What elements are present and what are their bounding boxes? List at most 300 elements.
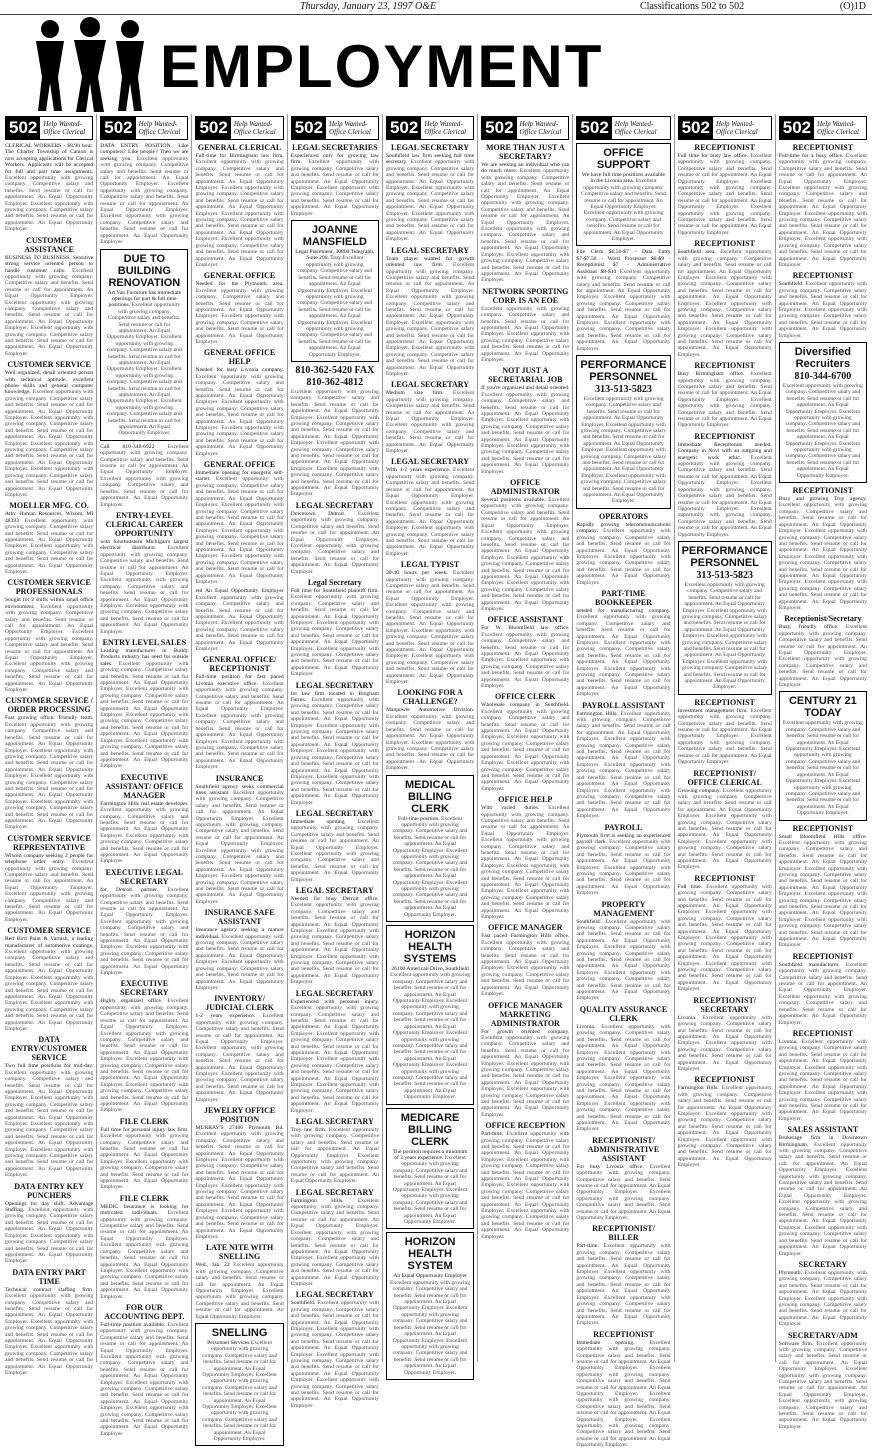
ad-heading: FILE CLERK bbox=[119, 1193, 169, 1203]
classified-column bbox=[192, 114, 287, 1443]
ad-heading: LEGAL SECRETARY bbox=[295, 1117, 374, 1126]
ad-heading: PART-TIME BOOKKEEPER bbox=[595, 588, 652, 607]
classified-ad bbox=[576, 589, 670, 698]
ad-fine-print: Excellent opportunity with growing company. Competitive salary and benefits. Send resume or call for appointment. An Equal Opportunity Employer. Excellent opportunity with growing company. Competitive salary and benefits. Send resume or call for appointment. An Equal Opportunity Employer. Excellent opportunity with growing company. Competitive salary and benefits. Send resume or call for appointment. An Equal Opportunity Employer. bbox=[385, 467, 475, 557]
ad-body: Team player wanted for growth oriented law firm. bbox=[385, 255, 475, 269]
section-number: 502 bbox=[292, 117, 326, 139]
ad-fine-print: Excellent opportunity with growing company. Competitive salary and benefits. Send resume or call for appointment. An Equal Opportunity Employer. Excellent opportunity with growing company. Competitive salary and benefits. Send resume or call for appointment. An Equal Opportunity Employer. Excellent opportunity with growing company. Competitive salary and benefits. Send resume or call for appointment. An Equal Opportunity Employer. Excellent opportunity with growing company. Competitive salary and benefits. Send resume or call for appointment. An Equal Opportunity Employer. bbox=[5, 389, 94, 498]
ad-heading: LATE NITE WITH SNELLING bbox=[205, 1243, 274, 1262]
ad-fine-print: Excellent opportunity with growing company. Competitive salary and benefits. Send resume or call for appointment. An Equal Opportunity Employer. Excellent opportunity with growing company. Competitive salary and benefits. Send resume or call for appointment. An Equal Opportunity Employer. Excellent opportunity with growing company. Competitive salary and benefits. Send resume or call for appointment. An Equal Opportunity Employer. Excellent opportunity with growing company. Competitive salary and benefits. Send resume or call for appointment. An Equal Opportunity Employer. bbox=[195, 789, 284, 905]
classified-ad bbox=[291, 1290, 379, 1409]
ad-heading: MOELLER MFG. CO. bbox=[9, 501, 89, 511]
classified-ad bbox=[779, 614, 867, 688]
classified-ad bbox=[481, 795, 569, 920]
ad-heading: OFFICE SUPPORT bbox=[596, 147, 651, 171]
ad-heading: LEGAL SECRETARY bbox=[295, 988, 374, 998]
ad-body: Farmington Hills. bbox=[290, 1197, 358, 1204]
ad-fine-print: Excellent opportunity with growing company. Competitive salary and benefits. Send resume or call for appointment. An Equal Opportunity Employer. Excellent opportunity with growing company. Competitive salary and benefits. Send resume or call for appointment. An Equal Opportunity Employer. Excellent opportunity with growing company. Competitive salary and benefits. Send resume or call for appointment. An Equal Opportunity Employer. bbox=[390, 1279, 471, 1376]
ad-heading: Receptionist/Secretary bbox=[784, 614, 862, 624]
classified-ad bbox=[100, 638, 188, 770]
ad-heading: LEGAL SECRETARY bbox=[391, 457, 470, 467]
ad-heading: GENERAL OFFICE bbox=[203, 460, 276, 470]
ad-fine-print: Excellent opportunity with growing company. Competitive salary and benefits. Send resume or call for appointment. An Equal Opportunity Employer. Excellent opportunity with growing company. Competitive salary and benefits. Send resume or call for appointment. An Equal Opportunity Employer. Excellent opportunity with growing company. Competitive salary and benefits. Send resume or call for appointment. An Equal Opportunity Employer. Excellent opportunity with growing company. Competitive salary and benefits. Send resume or call for appointment. An Equal Opportunity Employer. bbox=[390, 972, 471, 1101]
classified-column bbox=[478, 114, 573, 1362]
ad-heading: LEGAL TYPIST bbox=[400, 560, 460, 570]
classified-ad bbox=[195, 655, 283, 770]
ad-heading: CUSTOMER SERVICE bbox=[7, 926, 91, 936]
ad-fine-print: Excellent opportunity with growing company. Competitive salary and benefits. Send resume or call for appointment. An Equal Opportunity Employer. Excellent opportunity with growing company. Competitive salary and benefits. Send resume or call for appointment. An Equal Opportunity Employer. bbox=[576, 1163, 671, 1222]
classified-ad bbox=[195, 588, 283, 652]
ad-fine-print: Excellent opportunity with growing company. Competitive salary and benefits. Send resume or call for appointment. An Equal Opportunity Employer. Excellent opportunity with growing company. Competitive salary and benefits. Send resume or call for appointment. An Equal Opportunity Employer. Excellent opportunity with growing company. Competitive salary and benefits. Send resume or call for appointment. An Equal Opportunity Employer. bbox=[385, 159, 475, 243]
ad-body: for law firm located in Bingham Farms. bbox=[290, 690, 379, 704]
ad-fine-print: Excellent opportunity with growing company. Competitive salary and benefits. Send resume or call for appointment. An Equal Opportunity Employer. Excellent opportunity with growing company. Competitive salary and benefits. Send resume or call for appointment. An Equal Opportunity Employer. Excellent opportunity with growing company. Competitive salary and benefits. Send resume or call for appointment. An Equal Opportunity Employer. Excellent opportunity with growing company. Competitive salary and benefits. Send resume or call for appointment. An Equal Opportunity Employer. bbox=[106, 302, 182, 437]
ad-fine-print: Excellent opportunity with growing company. Competitive salary and benefits. Send resume or call for appointment. An Equal Opportunity Employer. Excellent opportunity with growing company. Competitive salary and benefits. Send resume or call for appointment. An Equal Opportunity Employer. bbox=[195, 287, 284, 345]
ad-heading: MEDICARE BILLING CLERK bbox=[400, 1111, 460, 1148]
ad-fine-print: Excellent opportunity with growing company. Competitive salary and benefits. Send resume or call for appointment. An Equal Opportunity Employer. Excellent opportunity with growing company. Competitive salary and benefits. Send resume or call for appointment. An Equal Opportunity Employer. Excellent opportunity with growing company. Competitive salary and benefits. Send resume or call for appointment. An Equal Opportunity Employer. Excellent opportunity with growing company. Competitive salary and benefits. Send resume or call for appointment. An Equal Opportunity Employer. bbox=[5, 721, 94, 831]
ad-body: Immediate opening. bbox=[576, 1339, 650, 1346]
ad-body: Southfield. bbox=[778, 281, 806, 288]
classified-ad bbox=[678, 361, 772, 429]
ad-heading: OFFICE MANAGER bbox=[488, 923, 563, 933]
ad-heading: PAYROLL ASSISTANT bbox=[582, 700, 665, 710]
ad-heading: OPERATORS bbox=[598, 511, 649, 521]
ad-body: 1-2 years experience. bbox=[195, 1013, 263, 1020]
ad-body: Livonia. bbox=[677, 1014, 703, 1021]
section-label: Help Wanted- Office Clerical bbox=[715, 120, 758, 136]
ad-fine-print: Excellent opportunity with growing company. Competitive salary and benefits. Send resume or call for appointment. An Equal Opportunity Employer. Excellent opportunity with growing company. Competitive salary and benefits. Send resume or call for appointment. An Equal Opportunity Employer. bbox=[5, 175, 94, 233]
classified-ad bbox=[100, 979, 188, 1113]
ad-body: Brokerage firm in Downtown Birmingham. bbox=[778, 1135, 867, 1148]
ad-body: Insurance agency seeking a mature individual. bbox=[195, 927, 284, 940]
classified-ad bbox=[386, 688, 474, 771]
ad-body: Southfield area. bbox=[677, 249, 721, 256]
ad-fine-print: Excellent opportunity with growing company. Competitive salary and benefits. Send resume or call for appointment. An Equal Opportunity Employer. Excellent opportunity with growing company. Competitive salary and benefits. Send resume or call for appointment. An Equal Opportunity Employer. bbox=[677, 1014, 772, 1072]
ad-body: For W. Bloomfield law office. bbox=[481, 625, 570, 632]
classified-ad bbox=[678, 698, 772, 766]
classified-column bbox=[2, 114, 97, 1376]
issue-date: Thursday, January 23, 1997 O&E bbox=[300, 1, 437, 12]
ad-heading: PAYROLL bbox=[604, 822, 643, 832]
ad-fine-print: Excellent opportunity with growing company. Competitive salary and benefits. Send resume or call for appointment. An Equal Opportunity Employer. Excellent opportunity with growing company. Competitive salary and benefits. Send resume or call for appointment. An Equal Opportunity Employer. bbox=[290, 510, 379, 575]
ad-body: needed for manufacturing company. bbox=[576, 607, 671, 614]
ad-fine-print: Excellent opportunity with growing company. Competitive salary and benefits. Send resume or call for appointment. An Equal Opportunity Employer. Excellent opportunity with growing company. Competitive salary and benefits. Send resume or call for appointment. An Equal Opportunity Employer. bbox=[195, 1262, 284, 1320]
ad-body: 810-362-5420 FAX 810-362-4812 bbox=[295, 364, 375, 388]
ad-heading: EXECUTIVE LEGAL SECRETARY bbox=[105, 867, 184, 886]
ad-fine-print: Excellent opportunity with growing company. Competitive salary and benefits. Send resume or call for appointment. An Equal Opportunity Employer. Excellent opportunity with growing company. Competitive salary and benefits. Send resume or call for appointment. An Equal Opportunity Employer. Excellent opportunity with growing company. Competitive salary and benefits. Send resume or call for appointment. An Equal Opportunity Employer. Excellent opportunity with growing company. Competitive salary and benefits. Send resume or call for appointment. An Equal Opportunity Employer. bbox=[5, 1069, 94, 1179]
ad-fine-print: Excellent opportunity with growing company. Competitive salary and benefits. Send resume or call for appointment. An Equal Opportunity Employer. Excellent opportunity with growing company. Competitive salary and benefits. Send resume or call for appointment. An Equal Opportunity Employer. Excellent opportunity with growing company. Competitive salary and benefits. Send resume or call for appointment. An Equal Opportunity Employer. bbox=[778, 1038, 867, 1122]
ad-body: BUSINESS TO BUSINESS. Sensitive strong service oriented person to handle customer calls. bbox=[5, 254, 94, 274]
ad-heading: CUSTOMER SERVICE REPRESENTATIVE bbox=[7, 833, 91, 852]
ad-fine-print: Excellent opportunity with growing company. Competitive salary and benefits. Send resume or call for appointment. An Equal Opportunity Employer. Excellent opportunity with growing company. Competitive salary and benefits. Send resume or call for appointment. An Equal Opportunity Employer. bbox=[5, 517, 94, 575]
section-header bbox=[5, 116, 93, 140]
ad-fine-print: Excellent opportunity with growing company. Competitive salary and benefits. Send resume or call for appointment. An Equal Opportunity Employer. Excellent opportunity with growing company. Competitive salary and benefits. Send resume or call for appointment. An Equal Opportunity Employer. Excellent opportunity with growing company. Competitive salary and benefits. Send resume or call for appointment. An Equal Opportunity Employer. bbox=[576, 268, 671, 352]
ad-body: File Clerk $6.50-$7 - Data Entry $7-$7.50 - Word Processor $8-$9 - Receptionist $7 - Administrative Assistant $8-$10 bbox=[576, 249, 671, 275]
ad-body: Southfield law firm seeking full time secretary. bbox=[385, 153, 475, 166]
ad-heading: LOOKING FOR A CHALLENGE? bbox=[397, 688, 463, 707]
ad-body: The position requires a minimum of 2 years experience. bbox=[392, 1148, 468, 1161]
classified-ad bbox=[779, 691, 867, 820]
ad-body: for Detroit partner. bbox=[100, 886, 168, 893]
ad-heading: DATA ENTRY KEY PUNCHERS bbox=[14, 1181, 85, 1200]
ad-fine-print: Excellent opportunity with growing company. Competitive salary and benefits. Send resume or call for appointment. An Equal Opportunity Employer. Excellent opportunity with growing company. Competitive salary and benefits. Send resume or call for appointment. An Equal Opportunity Employer. Excellent opportunity with growing company. Competitive salary and benefits. Send resume or call for appointment. An Equal Opportunity Employer. Excellent opportunity with growing company. Competitive salary and benefits. Send resume or call for appointment. An Equal Opportunity Employer. bbox=[481, 805, 570, 921]
ad-fine-print: Excellent opportunity with growing company. Competitive salary and benefits. Send resume or call for appointment. An Equal Opportunity Employer. Excellent opportunity with growing company. Competitive salary and benefits. Send resume or call for appointment. An Equal Opportunity Employer. bbox=[481, 631, 570, 690]
classified-ad bbox=[195, 908, 283, 991]
ad-heading: LEGAL SECRETARY bbox=[295, 500, 374, 510]
ad-body: With 1-2 years experience. bbox=[385, 467, 454, 474]
ad-fine-print: Excellent opportunity with growing company. Competitive salary and benefits. Send resume or call for appointment. An Equal Opportunity Employer. Excellent opportunity with growing company. Competitive salary and benefits. Send resume or call for appointment. An Equal Opportunity Employer. Excellent opportunity with growing company. Competitive salary and benefits. Send resume or call for appointment. An Equal Opportunity Employer. Excellent opportunity with growing company. Competitive salary and benefits. Send resume or call for appointment. An Equal Opportunity Employer. bbox=[385, 570, 475, 686]
section-number: 502 bbox=[577, 117, 611, 139]
ad-fine-print: Excellent opportunity with growing company. Competitive salary and benefits. Send resume or call for appointment. An Equal Opportunity Employer. Excellent opportunity with growing company. Competitive salary and benefits. Send resume or call for appointment. An Equal Opportunity Employer. Excellent opportunity with growing company. Competitive salary and benefits. Send resume or call for appointment. An Equal Opportunity Employer. bbox=[481, 1034, 570, 1118]
classified-ad bbox=[291, 681, 379, 806]
classified-ad bbox=[481, 1121, 569, 1240]
classified-ad bbox=[386, 457, 474, 557]
ad-body: etd An Equal Opportunity Employer bbox=[195, 588, 284, 595]
classified-ad bbox=[5, 834, 93, 923]
section-label: Help Wanted- Office Clerical bbox=[817, 120, 859, 136]
ad-heading: EXECUTIVE ASSISTANT/ OFFICE MANAGER bbox=[105, 772, 184, 800]
ad-heading: CENTURY 21 TODAY bbox=[788, 695, 857, 720]
ad-heading: LEGAL SECRETARY bbox=[391, 143, 470, 152]
ad-body: Fast paced Farmington Hills office. bbox=[481, 933, 570, 940]
ad-heading: EXECUTIVE SECRETARY bbox=[120, 979, 169, 998]
ad-fine-print: Excellent opportunity with growing company. Competitive salary and benefits. Send resume or call for appointment. An Equal Opportunity Employer. Excellent opportunity with growing company. Competitive salary and benefits. Send resume or call for appointment. An Equal Opportunity Employer. Excellent opportunity with growing company. Competitive salary and benefits. Send resume or call for appointment. An Equal Opportunity Employer. Excellent opportunity with growing company. Competitive salary and benefits. Send resume or call for appointment. An Equal Opportunity Employer. bbox=[290, 1300, 379, 1409]
classified-ad bbox=[195, 271, 283, 345]
ad-fine-print: Excellent opportunity with growing company. Competitive salary and benefits. Send resume or call for appointment. An Equal Opportunity Employer. Excellent opportunity with growing company. Competitive salary and benefits. Send resume or call for appointment. An Equal Opportunity Employer. Excellent opportunity with growing company. Competitive salary and benefits. Send resume or call for appointment. An Equal Opportunity Employer. bbox=[100, 1210, 189, 1300]
classified-ad bbox=[779, 1029, 867, 1122]
ad-fine-print: Excellent opportunity with growing company. Competitive salary and benefits. Send resume or call for appointment. An Equal Opportunity Employer. Excellent opportunity with growing company. Competitive salary and benefits. Send resume or call for appointment. An Equal Opportunity Employer. Excellent opportunity with growing company. Competitive salary and benefits. Send resume or call for appointment. An Equal Opportunity Employer. Excellent opportunity with growing company. Competitive salary and benefits. Send resume or call for appointment. An Equal Opportunity Employer. bbox=[681, 581, 768, 691]
ad-body: Personnel Services bbox=[207, 1339, 251, 1346]
ad-heading: CUSTOMER SERVICE / ORDER PROCESSING bbox=[5, 696, 93, 715]
ad-heading: SECRETARY bbox=[798, 1259, 848, 1269]
ad-fine-print: Excellent opportunity with growing company. Competitive salary and benefits. Send resume or call for appointment. An Equal Opportunity Employer. Excellent opportunity with growing company. Competitive salary and benefits. Send resume or call for appointment. An Equal Opportunity Employer. bbox=[290, 1127, 379, 1185]
ad-fine-print: Excellent opportunity with growing company. Competitive salary and benefits. Send resume or call for appointment. An Equal Opportunity Employer. Excellent opportunity with growing company. Competitive salary and benefits. Send resume or call for appointment. An Equal Opportunity Employer. bbox=[195, 594, 284, 653]
ad-fine-print: Excellent opportunity with growing company. Competitive salary and benefits. Send resume or call for appointment. An Equal Opportunity Employer. Excellent opportunity with growing company. Competitive salary and benefits. Send resume or call for appointment. An Equal Opportunity Employer. Excellent opportunity with growing company. Competitive salary and benefits. Send resume or call for appointment. An Equal Opportunity Employer. Excellent opportunity with growing company. Competitive salary and benefits. Send resume or call for appointment. An Equal Opportunity Employer. bbox=[100, 1321, 189, 1437]
classified-ad bbox=[100, 249, 188, 441]
ad-fine-print: Excellent opportunity with growing company. Competitive salary and benefits. Send resume or call for appointment. An Equal Opportunity Employer. Excellent opportunity with growing company. Competitive salary and benefits. Send resume or call for appointment. An Equal Opportunity Employer. Excellent opportunity with growing company. Competitive salary and benefits. Send resume or call for appointment. An Equal Opportunity Employer. Excellent opportunity with growing company. Competitive salary and benefits. Send resume or call for appointment. An Equal Opportunity Employer. bbox=[481, 168, 570, 284]
ad-heading: Diversified Recruiters bbox=[794, 345, 851, 370]
classified-ad bbox=[779, 1125, 867, 1257]
ad-body: Art Van Furniture has immediate openings for part & full time positions. bbox=[107, 289, 182, 309]
classified-ad bbox=[5, 1035, 93, 1178]
ad-heading: QUALITY ASSURANCE CLERK bbox=[579, 1004, 668, 1023]
ad-heading: OFFICE HELP bbox=[498, 795, 553, 805]
ad-heading: LEGAL SECRETARIES bbox=[292, 143, 378, 152]
ad-fine-print: Excellent opportunity with growing company. Competitive salary and benefits. Send resume or call for appointment. An Equal Opportunity Employer. Excellent opportunity with growing company. Competitive salary and benefits. Send resume or call for appointment. An Equal Opportunity Employer. bbox=[481, 939, 570, 998]
ad-body: Well organized, detail oriented person with technical aptitude, excellent phone skills and general computer knowledge. bbox=[5, 370, 94, 396]
ad-body: Wholesale company in Southfield. bbox=[481, 702, 570, 709]
classified-ad bbox=[576, 143, 670, 246]
ad-heading: LEGAL SECRETARY bbox=[391, 245, 470, 255]
ad-heading: CUSTOMER ASSISTANCE bbox=[24, 235, 74, 254]
classified-column bbox=[776, 114, 870, 1430]
classified-ad bbox=[779, 824, 867, 949]
ad-fine-print: Excellent opportunity with growing company. Competitive salary and benefits. Send resume or call for appointment. An Equal Opportunity Employer. Excellent opportunity with growing company. Competitive salary and benefits. Send resume or call for appointment. An Equal Opportunity Employer. Excellent opportunity with growing company. Competitive salary and benefits. Send resume or call for appointment. An Equal Opportunity Employer. Excellent opportunity with growing company. Competitive salary and benefits. Send resume or call for appointment. An Equal Opportunity Employer. bbox=[576, 1339, 671, 1449]
ad-fine-print: Excellent opportunity with growing company. Competitive salary and benefits. Send resume or call for appointment. An Equal Opportunity Employer. Excellent opportunity with growing company. Competitive salary and benefits. Send resume or call for appointment. An Equal Opportunity Employer. Excellent opportunity with growing company. Competitive salary and benefits. Send resume or call for appointment. An Equal Opportunity Employer. bbox=[576, 918, 671, 1002]
classified-column bbox=[573, 114, 674, 1449]
ad-body: Immediate Receptionist needed. Company in Novi with an outgoing and energetic work ethic. bbox=[677, 441, 772, 461]
ad-heading: RECEPTIONIST bbox=[694, 239, 755, 249]
ad-body: Full-time position for fast paced Livonia executive office. bbox=[195, 674, 284, 687]
ad-fine-print: Excellent opportunity with growing company. Competitive salary and benefits. Send resume or call for appointment. An Equal Opportunity Employer. Excellent opportunity with growing company. Competitive salary and benefits. Send resume or call for appointment. An Equal Opportunity Employer. Excellent opportunity with growing company. Competitive salary and benefits. Send resume or call for appointment. An Equal Opportunity Employer. bbox=[5, 603, 94, 694]
ad-body: 313-513-5823 bbox=[595, 383, 652, 395]
ad-fine-print: Excellent opportunity with growing company. Competitive salary and benefits. Send resume or call for appointment. An Equal Opportunity Employer. Excellent opportunity with growing company. Competitive salary and benefits. Send resume or call for appointment. An Equal Opportunity Employer. Excellent opportunity with growing company. Competitive salary and benefits. Send resume or call for appointment. An Equal Opportunity Employer. Excellent opportunity with growing company. Competitive salary and benefits. Send resume or call for appointment. An Equal Opportunity Employer. bbox=[576, 710, 671, 820]
ad-fine-print: Excellent opportunity with growing company. Competitive salary and benefits. Send resume or call for appointment. An Equal Opportunity Employer. Excellent opportunity with growing company. Competitive salary and benefits. Send resume or call for appointment. An Equal Opportunity Employer. Excellent opportunity with growing company. Competitive salary and benefits. Send resume or call for appointment. An Equal Opportunity Employer. bbox=[576, 614, 671, 698]
ad-fine-print: Excellent opportunity with growing company. Competitive salary and benefits. Send resume or call for appointment. An Equal Opportunity Employer. Excellent opportunity with growing company. Competitive salary and benefits. Send resume or call for appointment. An Equal Opportunity Employer. Excellent opportunity with growing company. Competitive salary and benefits. Send resume or call for appointment. An Equal Opportunity Employer. Excellent opportunity with growing company. Competitive salary and benefits. Send resume or call for appointment. An Equal Opportunity Employer. bbox=[195, 1131, 284, 1240]
ad-heading: LEGAL SECRETARY bbox=[295, 680, 374, 690]
ad-fine-print: Excellent opportunity with growing company. Competitive salary and benefits. Send resume or call for appointment. An Equal Opportunity Employer. Excellent opportunity with growing company. Competitive salary and benefits. Send resume or call for appointment. An Equal Opportunity Employer. Excellent opportunity with growing company. Competitive salary and benefits. Send resume or call for appointment. An Equal Opportunity Employer. bbox=[677, 454, 772, 538]
ad-heading: JOANNE MANSFIELD bbox=[302, 224, 367, 249]
ad-heading: SALES ASSISTANT bbox=[787, 1125, 859, 1135]
ad-heading: RECEPTIONIST/ BILLER bbox=[592, 1224, 655, 1243]
ad-fine-print: Excellent opportunity with growing company. Competitive salary and benefits. Send resume or call for appointment. An Equal Opportunity Employer. Excellent opportunity with growing company. Competitive salary and benefits. Send resume or call for appointment. An Equal Opportunity Employer. bbox=[778, 961, 867, 1026]
ad-heading: RECEPTIONIST bbox=[694, 361, 755, 371]
classified-ad bbox=[678, 239, 772, 358]
classified-ad bbox=[386, 1232, 474, 1380]
ad-body: Highly organized office. bbox=[100, 998, 168, 1005]
classified-ad bbox=[100, 1303, 188, 1437]
classified-ad bbox=[291, 1188, 379, 1288]
ad-body: DATA ENTRY POSITION. Like computers? Like people? Then we are seeking you. bbox=[100, 143, 189, 162]
ad-body: Immediate opening. bbox=[290, 818, 358, 825]
ad-body: Full time for busy law office. bbox=[677, 153, 751, 159]
section-title: EMPLOYMENT bbox=[160, 33, 604, 100]
ad-heading: NETWORK SPORTING CORP. IS AN EOE bbox=[482, 286, 569, 305]
ad-heading: PROPERTY MANAGEMENT bbox=[593, 899, 654, 918]
ad-heading: INSURANCE SAFE ASSISTANT bbox=[204, 908, 275, 927]
section-label: Help Wanted- Office Clerical bbox=[43, 120, 86, 136]
classified-ad bbox=[100, 143, 188, 246]
ad-body: Southfield. bbox=[290, 1300, 318, 1307]
ad-heading: OFFICE CLERK bbox=[494, 692, 556, 702]
section-label: Help Wanted- Office Clerical bbox=[233, 120, 276, 136]
ad-fine-print: Excellent opportunity with growing company. Competitive salary and benefits. Send resume or call for appointment. An Equal Opportunity Employer. Excellent opportunity with growing company. Competitive salary and benefits. Send resume or call for appointment. An Equal Opportunity Employer. Excellent opportunity with growing company. Competitive salary and benefits. Send resume or call for appointment. An Equal Opportunity Employer. Excellent opportunity with growing company. Competitive salary and benefits. Send resume or call for appointment. An Equal Opportunity Employer. bbox=[481, 1131, 570, 1240]
ad-body: Experienced with personal injury. bbox=[290, 998, 379, 1005]
classified-ad bbox=[576, 249, 670, 352]
ad-body: 313-513-5823 bbox=[696, 569, 753, 581]
ad-fine-print: Excellent opportunity with growing company. Competitive salary and benefits. Send resume or call for appointment. An Equal Opportunity Employer. Excellent opportunity with growing company. Competitive salary and benefits. Send resume or call for appointment. An Equal Opportunity Employer. bbox=[195, 933, 284, 991]
classified-ad bbox=[576, 823, 670, 897]
ad-fine-print: Excellent opportunity with growing company. Competitive salary and benefits. Send resume or call for appointment. An Equal Opportunity Employer. Excellent opportunity with growing company. Competitive salary and benefits. Send resume or call for appointment. An Equal Opportunity Employer. bbox=[385, 713, 475, 772]
ad-heading: OFFICE MANAGER MARKETING ADMINISTRATOR bbox=[488, 1000, 563, 1028]
ad-fine-print: Excellent opportunity with growing company. Competitive salary and benefits. Send resume or call for appointment. An Equal Opportunity Employer. Excellent opportunity with growing company. Competitive salary and benefits. Send resume or call for appointment. An Equal Opportunity Employer. Excellent opportunity with growing company. Competitive salary and benefits. Send resume or call for appointment. An Equal Opportunity Employer. bbox=[195, 373, 284, 457]
ad-heading: DUE TO BUILDING RENOVATION bbox=[108, 252, 181, 289]
ad-body: Legal Placement, 30800 Telegraph, Suite 200, Troy bbox=[295, 249, 375, 262]
ad-fine-print: Excellent opportunity with growing company. Competitive salary and benefits. Send resume or call for appointment. An Equal Opportunity Employer. Excellent opportunity with growing company. Competitive salary and benefits. Send resume or call for appointment. An Equal Opportunity Employer. Excellent opportunity with growing company. Competitive salary and benefits. Send resume or call for appointment. An Equal Opportunity Employer. Excellent opportunity with growing company. Competitive salary and benefits. Send resume or call for appointment. An Equal Opportunity Employer. bbox=[778, 1141, 867, 1257]
classified-ad bbox=[678, 432, 772, 538]
classified-ad bbox=[678, 1075, 772, 1168]
ad-body: Openings for day shift. Advantage Staffing. bbox=[5, 1200, 94, 1214]
classified-ad bbox=[5, 1268, 93, 1377]
section-header bbox=[386, 116, 474, 140]
ad-body: Southfield manufacturer. bbox=[778, 961, 846, 968]
ad-body: MEDIC Insurance is looking for motivated individuals. bbox=[100, 1203, 189, 1217]
classified-ad bbox=[386, 380, 474, 454]
classified-ad bbox=[678, 769, 772, 871]
ad-heading: RECEPTIONIST bbox=[694, 143, 755, 152]
section-number: 502 bbox=[679, 117, 713, 139]
ad-fine-print: Excellent opportunity with growing company. Competitive salary and benefits. Send resume or call for appointment. An Equal Opportunity Employer. Excellent opportunity with growing company. Competitive salary and benefits. Send resume or call for appointment. An Equal Opportunity Employer. Excellent opportunity with growing company. Competitive salary and benefits. Send resume or call for appointment. An Equal Opportunity Employer. Excellent opportunity with growing company. Competitive salary and benefits. Send resume or call for appointment. An Equal Opportunity Employer. bbox=[195, 159, 284, 268]
classified-ad bbox=[100, 511, 188, 635]
ad-heading: INSURANCE bbox=[215, 773, 264, 783]
ad-fine-print: Excellent opportunity with growing company. Competitive salary and benefits. Send resume or call for appointment. An Equal Opportunity Employer. Excellent opportunity with growing company. Competitive salary and benefits. Send resume or call for appointment. An Equal Opportunity Employer. Excellent opportunity with growing company. Competitive salary and benefits. Send resume or call for appointment. An Equal Opportunity Employer. bbox=[677, 787, 772, 871]
classified-ad bbox=[386, 560, 474, 685]
classified-ad bbox=[291, 886, 379, 986]
ad-body: Busy, friendly office. bbox=[778, 624, 846, 631]
ad-body: An Equal Opportunity Employer bbox=[393, 1273, 467, 1280]
section-label: Help Wanted- Office Clerical bbox=[138, 120, 181, 136]
ad-heading: SECRETARY/ADM bbox=[787, 1330, 858, 1340]
ad-body: Small Bloomfield Hills office. bbox=[778, 833, 867, 840]
section-number: 502 bbox=[482, 117, 516, 139]
people-figures-logo bbox=[28, 17, 152, 113]
classified-ad bbox=[576, 1136, 670, 1222]
employment-banner bbox=[0, 15, 872, 111]
ad-fine-print: Excellent opportunity with growing company. Competitive salary and benefits. Send resume or call for appointment. An Equal Opportunity Employer. Excellent opportunity with growing company. Competitive salary and benefits. Send resume or call for appointment. An Equal Opportunity Employer. Excellent opportunity with growing company. Competitive salary and benefits. Send resume or call for appointment. An Equal Opportunity Employer. bbox=[195, 680, 284, 771]
ad-fine-print: Excellent opportunity with growing company. Competitive salary and benefits. Send resume or call for appointment. An Equal Opportunity Employer. Excellent opportunity with growing company. Competitive salary and benefits. Send resume or call for appointment. An Equal Opportunity Employer. Excellent opportunity with growing company. Competitive salary and benefits. Send resume or call for appointment. An Equal Opportunity Employer. Excellent opportunity with growing company. Competitive salary and benefits. Send resume or call for appointment. An Equal Opportunity Employer. bbox=[576, 1023, 671, 1133]
classified-ad bbox=[291, 365, 379, 498]
classified-columns bbox=[2, 114, 870, 1449]
ad-fine-print: Excellent opportunity with growing company. Competitive salary and benefits. Send resume or call for appointment. An Equal Opportunity Employer. Excellent opportunity with growing company. Competitive salary and benefits. Send resume or call for appointment. An Equal Opportunity Employer. Excellent opportunity with growing company. Competitive salary and benefits. Send resume or call for appointment. An Equal Opportunity Employer. bbox=[100, 155, 189, 246]
ad-fine-print: Excellent opportunity with growing company. Competitive salary and benefits. Send resume or call for appointment. An Equal Opportunity Employer. Excellent opportunity with growing company. Competitive salary and benefits. Send resume or call for appointment. An Equal Opportunity Employer. Excellent opportunity with growing company. Competitive salary and benefits. Send resume or call for appointment. An Equal Opportunity Employer. bbox=[782, 720, 863, 817]
ad-fine-print: Excellent opportunity with growing company. Competitive salary and benefits. Send resume or call for appointment. An Equal Opportunity Employer. Excellent opportunity with growing company. Competitive salary and benefits. Send resume or call for appointment. An Equal Opportunity Employer. bbox=[100, 1133, 189, 1191]
ad-fine-print: Excellent opportunity with growing company. Competitive salary and benefits. Send resume or call for appointment. An Equal Opportunity Employer. Excellent opportunity with growing company. Competitive salary and benefits. Send resume or call for appointment. An Equal Opportunity Employer. Excellent opportunity with growing company. Competitive salary and benefits. Send resume or call for appointment. An Equal Opportunity Employer. bbox=[202, 1339, 277, 1443]
section-label: Help Wanted- Office Clerical bbox=[614, 120, 657, 136]
ad-body: Livonia. bbox=[576, 1023, 602, 1030]
ad-body: For busy Livonia office. bbox=[576, 1163, 650, 1170]
ad-body: Full-time position. bbox=[397, 815, 442, 822]
ad-body: Manpower Automotive Division. bbox=[385, 707, 475, 714]
ad-fine-print: Excellent opportunity with growing company. Competitive salary and benefits. Send resume or call for appointment. An Equal Opportunity Employer. Excellent opportunity with growing company. Competitive salary and benefits. Send resume or call for appointment. An Equal Opportunity Employer. bbox=[481, 305, 570, 363]
classified-ad bbox=[576, 1005, 670, 1133]
ad-heading: OFFICE ADMINISTRATOR bbox=[490, 478, 560, 497]
ad-body: We are seeking an individual who can do much more. bbox=[481, 162, 570, 175]
ad-body: Red Bird Paint & Varnish, a leading manufacturer of automotive coatings. bbox=[5, 936, 94, 949]
classified-ad bbox=[481, 366, 569, 475]
ad-body: Experienced only for growing law firm. bbox=[290, 153, 379, 166]
classified-ad bbox=[291, 220, 379, 362]
classified-ad bbox=[5, 578, 93, 693]
ad-fine-print: Excellent opportunity with growing company. Competitive salary and benefits. Send resume or call for appointment. An Equal Opportunity Employer. Excellent opportunity with growing company. Competitive salary and benefits. Send resume or call for appointment. An Equal Opportunity Employer. bbox=[778, 281, 867, 339]
ad-heading: MORE THAN JUST A SECRETARY? bbox=[485, 143, 565, 161]
classified-column bbox=[288, 114, 383, 1409]
classified-column bbox=[675, 114, 776, 1362]
ad-fine-print: Excellent opportunity with growing company. Competitive salary and benefits. Send resume or call for appointment. An Equal Opportunity Employer. Excellent opportunity with growing company. Competitive salary and benefits. Send resume or call for appointment. An Equal Opportunity Employer. Excellent opportunity with growing company. Competitive salary and benefits. Send resume or call for appointment. An Equal Opportunity Employer. Excellent opportunity with growing company. Competitive salary and benefits. Send resume or call for appointment. An Equal Opportunity Employer. bbox=[385, 262, 475, 377]
classified-ad bbox=[195, 994, 283, 1103]
ad-fine-print: Excellent opportunity with growing company. Competitive salary and benefits. Send resume or call for appointment. An Equal Opportunity Employer. Excellent opportunity with growing company. Competitive salary and benefits. Send resume or call for appointment. An Equal Opportunity Employer. Excellent opportunity with growing company. Competitive salary and benefits. Send resume or call for appointment. An Equal Opportunity Employer. bbox=[481, 708, 570, 792]
ad-body: With varied duties. bbox=[481, 805, 549, 812]
classified-ad bbox=[195, 1243, 283, 1320]
ad-fine-print: Excellent opportunity with growing company. Competitive salary and benefits. Send resume or call for appointment. An Equal Opportunity Employer. Excellent opportunity with growing company. Competitive salary and benefits. Send resume or call for appointment. An Equal Opportunity Employer. Excellent opportunity with growing company. Competitive salary and benefits. Send resume or call for appointment. An Equal Opportunity Employer. bbox=[5, 267, 94, 357]
classified-ad bbox=[576, 512, 670, 586]
ad-fine-print: Excellent opportunity with growing company. Competitive salary and benefits. Send resume or call for appointment. An Equal Opportunity Employer. Excellent opportunity with growing company. Competitive salary and benefits. Send resume or call for appointment. An Equal Opportunity Employer. Excellent opportunity with growing company. Competitive salary and benefits. Send resume or call for appointment. An Equal Opportunity Employer. bbox=[195, 1013, 284, 1103]
classified-ad bbox=[481, 287, 569, 364]
classified-ad bbox=[481, 923, 569, 997]
ad-fine-print: Excellent opportunity with growing company. Competitive salary and benefits. Send resume or call for appointment. An Equal Opportunity Employer. Excellent opportunity with growing company. Competitive salary and benefits. Send resume or call for appointment. An Equal Opportunity Employer. Excellent opportunity with growing company. Competitive salary and benefits. Send resume or call for appointment. An Equal Opportunity Employer. bbox=[5, 1293, 94, 1376]
classified-ad bbox=[779, 1260, 867, 1328]
classified-ad bbox=[386, 1108, 474, 1230]
ad-heading: GENERAL OFFICE bbox=[203, 271, 276, 281]
ad-body: 30-40 hours per week. bbox=[385, 570, 454, 577]
ad-body: Full-time position available. bbox=[100, 1321, 168, 1328]
ad-body: If you're organized and detail oriented. bbox=[481, 385, 570, 392]
ad-body: Part-time. bbox=[481, 1131, 507, 1138]
classified-column bbox=[97, 114, 192, 1437]
ad-fine-print: Excellent opportunity with growing company. Competitive salary and benefits. Send resume or call for appointment. An Equal Opportunity Employer. Excellent opportunity with growing company. Competitive salary and benefits. Send resume or call for appointment. An Equal Opportunity Employer. Excellent opportunity with growing company. Competitive salary and benefits. Send resume or call for appointment. An Equal Opportunity Employer. Excellent opportunity with growing company. Competitive salary and benefits. Send resume or call for appointment. An Equal Opportunity Employer. bbox=[100, 660, 189, 770]
ad-fine-print: Excellent opportunity with growing company. Competitive salary and benefits. Send resume or call for appointment. An Equal Opportunity Employer. Excellent opportunity with growing company. Competitive salary and benefits. Send resume or call for appointment. An Equal Opportunity Employer. bbox=[581, 178, 666, 243]
ad-heading: RECEPTIONIST bbox=[694, 1075, 755, 1085]
ad-fine-print: Excellent opportunity with growing company. Competitive salary and benefits. Send resume or call for appointment. An Equal Opportunity Employer. Excellent opportunity with growing company. Competitive salary and benefits. Send resume or call for appointment. An Equal Opportunity Employer. Excellent opportunity with growing company. Competitive salary and benefits. Send resume or call for appointment. An Equal Opportunity Employer. bbox=[778, 1340, 867, 1430]
ad-fine-print: Excellent opportunity with growing company. Competitive salary and benefits. Send resume or call for appointment. An Equal Opportunity Employer. Excellent opportunity with growing company. Competitive salary and benefits. Send resume or call for appointment. An Equal Opportunity Employer. Excellent opportunity with growing company. Competitive salary and benefits. Send resume or call for appointment. An Equal Opportunity Employer. bbox=[677, 1085, 772, 1169]
ad-heading: HORIZON HEALTH SYSTEM bbox=[404, 1236, 456, 1273]
classified-ad bbox=[5, 236, 93, 358]
classified-ad bbox=[195, 1106, 283, 1240]
classified-ad bbox=[100, 1117, 188, 1191]
ad-fine-print: Excellent opportunity with growing company. Competitive salary and benefits. Send resume or call for appointment. An Equal Opportunity Employer. Excellent opportunity with growing company. Competitive salary and benefits. Send resume or call for appointment. An Equal Opportunity Employer. Excellent opportunity with growing company. Competitive salary and benefits. Send resume or call for appointment. An Equal Opportunity Employer. Excellent opportunity with growing company. Competitive salary and benefits. Send resume or call for appointment. An Equal Opportunity Employer. bbox=[677, 883, 772, 993]
section-number: 502 bbox=[6, 117, 40, 139]
classified-ad bbox=[100, 1194, 188, 1300]
ad-heading: LEGAL SECRETARY bbox=[295, 886, 374, 895]
ad-heading: FILE CLERK bbox=[119, 1116, 169, 1126]
section-number: 502 bbox=[101, 117, 135, 139]
classified-ad bbox=[195, 348, 283, 457]
ad-body: MURRAY'S 27400 Plymouth Rd. bbox=[195, 1125, 284, 1131]
ad-heading: RECEPTIONIST bbox=[694, 873, 755, 883]
ad-body: Southfield. bbox=[576, 918, 606, 925]
ad-heading: ENTRY LEVEL SALES bbox=[102, 638, 187, 647]
ad-heading: OFFICE ASSISTANT bbox=[487, 615, 564, 625]
ad-fine-print: Excellent opportunity with growing company. Competitive salary and benefits. Send resume or call for appointment. An Equal Opportunity Employer. Excellent opportunity with growing company. Competitive salary and benefits. Send resume or call for appointment. An Equal Opportunity Employer. bbox=[5, 1207, 94, 1265]
classified-ad bbox=[576, 900, 670, 1002]
ad-body: Full-time for Birmingham law firm. bbox=[195, 153, 284, 159]
classified-ad bbox=[291, 809, 379, 883]
ad-heading: RECEPTIONIST/ ADMINISTRATIVE ASSISTANT bbox=[587, 1135, 660, 1163]
ad-body: Call 810-348-6922 bbox=[100, 443, 168, 450]
ad-body: Busy Birmingham office. bbox=[677, 371, 751, 378]
ad-heading: FOR OUR ACCOUNTING DEPT. bbox=[104, 1302, 185, 1321]
ad-fine-print: Excellent opportunity with growing company. Competitive salary and benefits. Send resume or call for appointment. An Equal Opportunity Employer. Excellent opportunity with growing company. Competitive salary and benefits. Send resume or call for appointment. An Equal Opportunity Employer. Excellent opportunity with growing company. Competitive salary and benefits. Send resume or call for appointment. An Equal Opportunity Employer. bbox=[481, 391, 570, 475]
classified-ad bbox=[5, 1182, 93, 1265]
ad-body: Medium size firm. bbox=[385, 390, 454, 397]
section-header bbox=[678, 116, 772, 140]
ad-fine-print: Excellent opportunity with growing company. Competitive salary and benefits. Send resume or call for appointment. An Equal Opportunity Employer. Excellent opportunity with growing company. Competitive salary and benefits. Send resume or call for appointment. An Equal Opportunity Employer. Excellent opportunity with growing company. Competitive salary and benefits. Send resume or call for appointment. An Equal Opportunity Employer. bbox=[297, 255, 373, 358]
ad-fine-print: Excellent opportunity with growing company. Competitive salary and benefits. Send resume or call for appointment. An Equal Opportunity Employer. Excellent opportunity with growing company. Competitive salary and benefits. Send resume or call for appointment. An Equal Opportunity Employer. bbox=[778, 624, 867, 689]
ad-body: Busy and growing Troy agency. bbox=[778, 496, 867, 503]
classified-ad bbox=[779, 143, 867, 268]
classified-ad bbox=[481, 143, 569, 284]
ad-body: Technical contract staffing firm. bbox=[5, 1286, 94, 1293]
ad-body: Needed for busy Livonia company. bbox=[195, 367, 284, 374]
section-number: 502 bbox=[780, 117, 814, 139]
classified-ad bbox=[291, 1117, 379, 1185]
ad-fine-print: Excellent opportunity with growing company. Competitive salary and benefits. Send resume or call for appointment. An Equal Opportunity Employer. Excellent opportunity with growing company. Competitive salary and benefits. Send resume or call for appointment. An Equal Opportunity Employer. Excellent opportunity with growing company. Competitive salary and benefits. Send resume or call for appointment. An Equal Opportunity Employer. Excellent opportunity with growing company. Competitive salary and benefits. Send resume or call for appointment. An Equal Opportunity Employer. bbox=[290, 697, 379, 806]
section-header bbox=[779, 116, 867, 140]
ad-body: Full time for personal injury law firm. bbox=[100, 1126, 189, 1133]
classified-ad bbox=[291, 578, 379, 678]
ad-fine-print: Excellent opportunity with growing company. Competitive salary and benefits. Send resume or call for appointment. An Equal Opportunity Employer. Excellent opportunity with growing company. Competitive salary and benefits. Send resume or call for appointment. An Equal Opportunity Employer. Excellent opportunity with growing company. Competitive salary and benefits. Send resume or call for appointment. An Equal Opportunity Employer. Excellent opportunity with growing company. Competitive salary and benefits. Send resume or call for appointment. An Equal Opportunity Employer. bbox=[290, 1005, 379, 1114]
classified-ad bbox=[386, 775, 474, 923]
ad-heading: CUSTOMER SERVICE PROFESSIONALS bbox=[7, 578, 91, 597]
ad-heading: RECEPTIONIST bbox=[694, 697, 755, 707]
ad-heading: INVENTORY/ JUDICIAL CLERK bbox=[205, 994, 274, 1013]
ad-heading: RECEPTIONIST/ SECRETARY bbox=[693, 995, 756, 1014]
section-number: 502 bbox=[196, 117, 230, 139]
ad-heading: LEGAL SECRETARY bbox=[391, 380, 470, 390]
ad-fine-print: Excellent opportunity with growing company. Competitive salary and benefits. Send resume or call for appointment. An Equal Opportunity Employer. Excellent opportunity with growing company. Competitive salary and benefits. Send resume or call for appointment. An Equal Opportunity Employer. bbox=[385, 390, 475, 455]
ad-body: Full-time for a busy office. bbox=[778, 153, 846, 159]
classified-ad bbox=[100, 868, 188, 977]
ad-fine-print: Excellent opportunity with growing company. Competitive salary and benefits. Send resume or call for appointment. An Equal Opportunity Employer. Excellent opportunity with growing company. Competitive salary and benefits. Send resume or call for appointment. An Equal Opportunity Employer. Excellent opportunity with growing company. Competitive salary and benefits. Send resume or call for appointment. An Equal Opportunity Employer. Excellent opportunity with growing company. Competitive salary and benefits. Send resume or call for appointment. An Equal Opportunity Employer. bbox=[778, 153, 867, 268]
ad-body: Downtown Detroit. bbox=[290, 510, 358, 517]
